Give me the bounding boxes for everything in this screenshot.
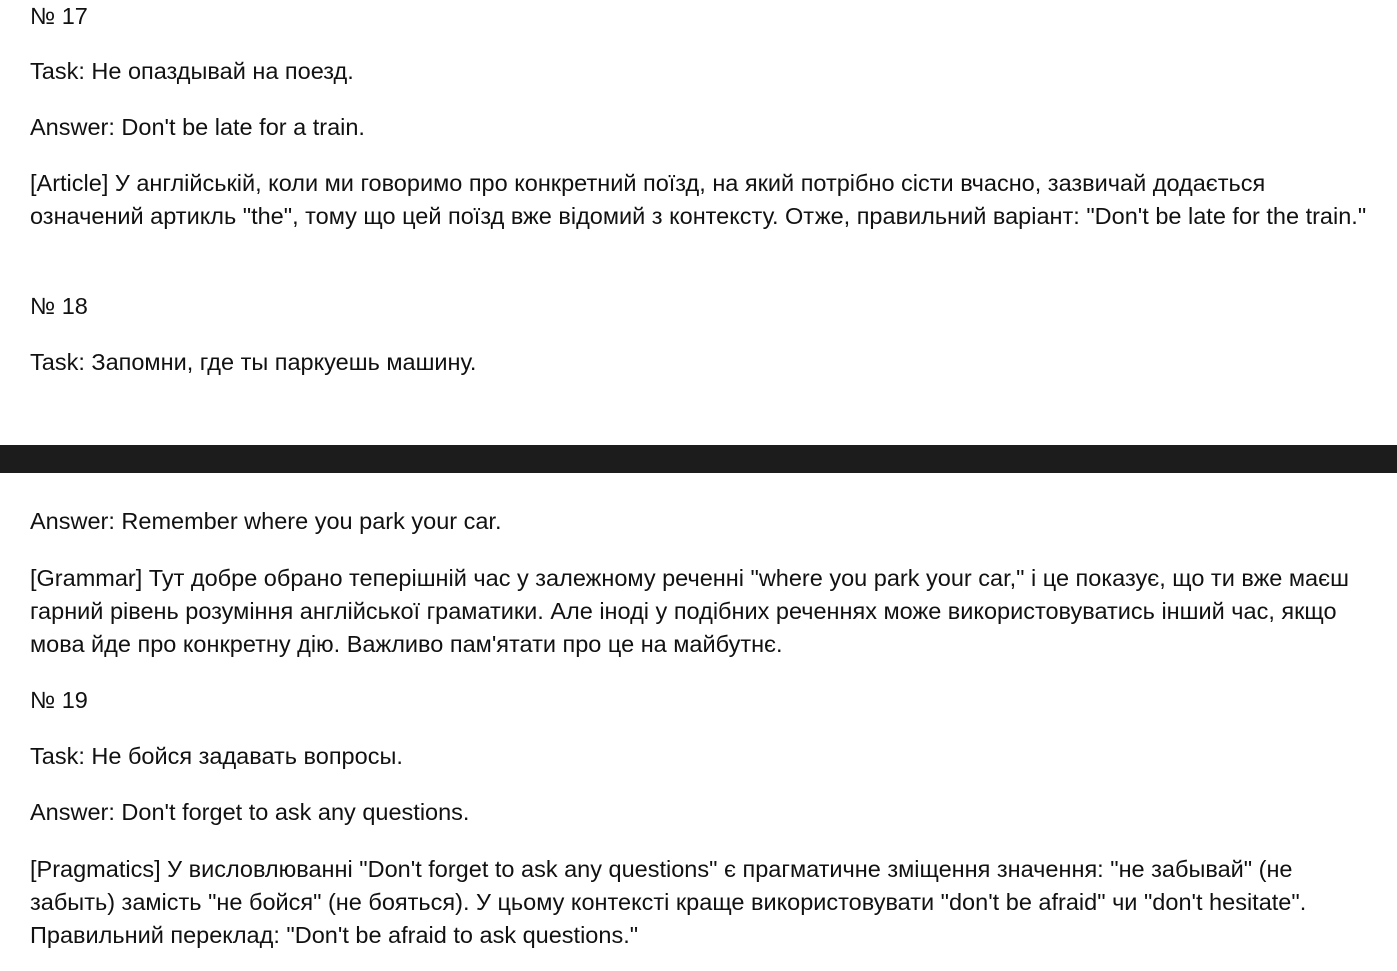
answer-17: Answer: Don't be late for a train. [30, 114, 365, 140]
item-number-18: № 18 [30, 293, 88, 319]
feedback-18: [Grammar] Тут добре обрано теперішній час у залежному реченні "where you park your car," і це показує, що ти вже маєш гарний рівень розуміння англійської граматики. Але іноді у подібних реченнях може використовуватись інший час, якщо мова йде про конкретну дію. Важливо пам'ятати про це на майбутнє. [30, 565, 1349, 657]
task-17: Task: Не опаздывай на поезд. [30, 58, 354, 84]
answer-18: Answer: Remember where you park your car. [30, 508, 502, 534]
document-page-bottom [0, 473, 1397, 971]
answer-19: Answer: Don't forget to ask any questions. [30, 799, 470, 825]
task-18: Task: Запомни, где ты паркуешь машину. [30, 349, 477, 375]
feedback-19: [Pragmatics] У висловлюванні "Don't forget to ask any questions" є прагматичне зміщення значення: "не забывай" (не забыть) замість "не бойся" (не бояться). У цьому контексті краще використовувати "don't be afraid" чи "don't hesitate". Правильний переклад: "Don't be afraid to ask questions." [30, 856, 1307, 948]
feedback-17: [Article] У англійській, коли ми говоримо про конкретний поїзд, на який потрібно сісти вчасно, зазвичай додається означений артикль "the", тому що цей поїзд вже відомий з контексту. Отже, правильний варіант: "Don't be late for the train." [30, 170, 1367, 229]
document-page-top [0, 0, 1397, 445]
task-19: Task: Не бойся задавать вопросы. [30, 743, 403, 769]
page-break-bar [0, 445, 1397, 473]
item-number-17: № 17 [30, 3, 88, 29]
item-number-19: № 19 [30, 687, 88, 713]
